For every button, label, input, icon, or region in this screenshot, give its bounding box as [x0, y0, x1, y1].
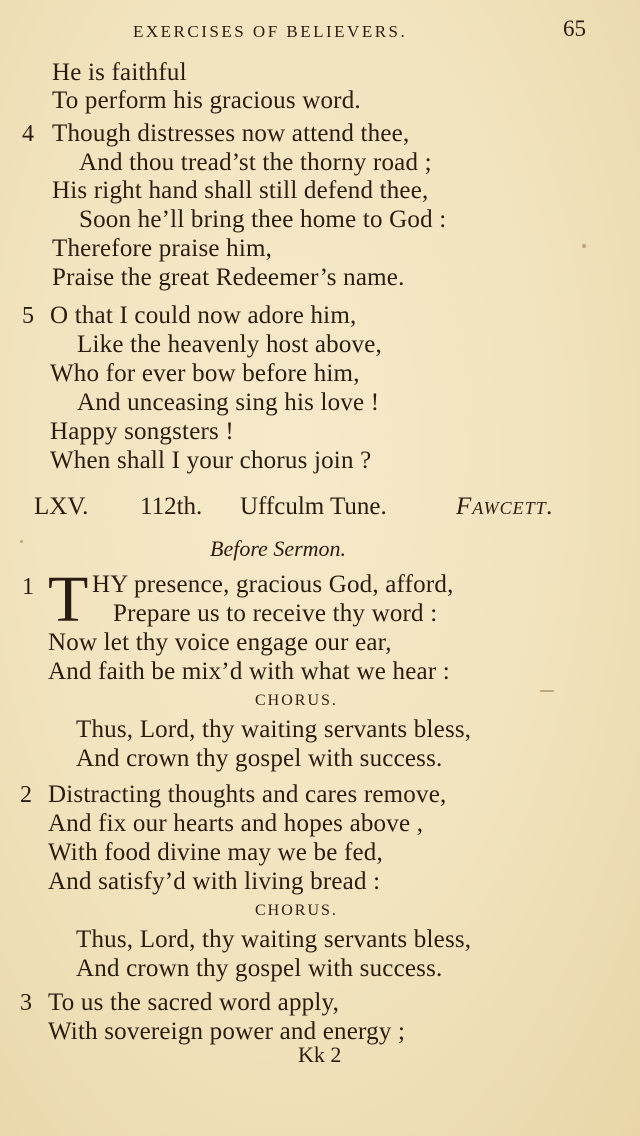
- hymn-heading: [0, 493, 640, 525]
- chorus-line: And crown thy gospel with success.: [76, 745, 443, 772]
- hymn-meter: 112th.: [140, 493, 203, 520]
- verse-line: Praise the great Redeemer’s name.: [52, 264, 405, 291]
- paper-speck: [20, 540, 23, 543]
- verse-number: 2: [20, 782, 32, 808]
- chorus-label: CHORUS.: [255, 902, 338, 919]
- verse-line: Though distresses now attend thee,: [52, 120, 410, 147]
- verse-line: And unceasing sing his love !: [77, 389, 380, 416]
- verse-line: When shall I your chorus join ?: [50, 447, 372, 474]
- hymn-subtitle: Before Sermon.: [210, 536, 347, 561]
- verse-line: To perform his gracious word.: [52, 87, 361, 114]
- chorus-label: CHORUS.: [255, 692, 338, 709]
- verse-line: He is faithful: [52, 59, 187, 86]
- running-title: EXERCISES OF BELIEVERS.: [133, 22, 408, 41]
- verse-number: 4: [22, 121, 34, 147]
- verse-line: Like the heavenly host above,: [77, 331, 383, 358]
- signature-mark: Kk 2: [298, 1042, 342, 1067]
- verse-number: 3: [20, 990, 32, 1016]
- verse-line: HY presence, gracious God, afford,: [92, 571, 454, 598]
- drop-cap: T: [48, 563, 89, 636]
- hymn-author: Fawcett.: [456, 493, 554, 520]
- chorus-line: And crown thy gospel with success.: [76, 955, 443, 982]
- verse-number: 1: [22, 574, 34, 600]
- verse-line: Now let thy voice engage our ear,: [48, 629, 392, 656]
- verse-line: His right hand shall still defend thee,: [52, 177, 429, 204]
- verse-line: To us the sacred word apply,: [48, 989, 340, 1016]
- verse-line: And fix our hearts and hopes above ,: [48, 810, 424, 837]
- verse-line: And satisfy’d with living bread :: [48, 868, 381, 895]
- hymn-number: LXV.: [34, 493, 89, 520]
- verse-line: With sovereign power and energy ;: [48, 1018, 406, 1045]
- verse-line: O that I could now adore him,: [50, 302, 357, 329]
- verse-line: Therefore praise him,: [52, 235, 273, 262]
- chorus-line: Thus, Lord, thy waiting servants bless,: [76, 716, 472, 743]
- hymn-tune: Uffculm Tune.: [240, 493, 387, 520]
- verse-line: And thou tread’st the thorny road ;: [79, 149, 432, 176]
- verse-line: Who for ever bow before him,: [50, 360, 360, 387]
- paper-speck: [582, 244, 586, 248]
- page-number: 65: [563, 16, 586, 41]
- verse-line: Prepare us to receive thy word :: [113, 600, 438, 627]
- verse-number: 5: [22, 303, 34, 329]
- verse-line: Distracting thoughts and cares remove,: [48, 781, 447, 808]
- verse-line: With food divine may we be fed,: [48, 839, 383, 866]
- chorus-line: Thus, Lord, thy waiting servants bless,: [76, 926, 472, 953]
- verse-line: Happy songsters !: [50, 418, 234, 445]
- verse-line: Soon he’ll bring thee home to God :: [79, 206, 447, 233]
- running-header: [0, 14, 640, 50]
- paper-speck: [540, 690, 554, 692]
- verse-line: And faith be mix’d with what we hear :: [48, 658, 450, 685]
